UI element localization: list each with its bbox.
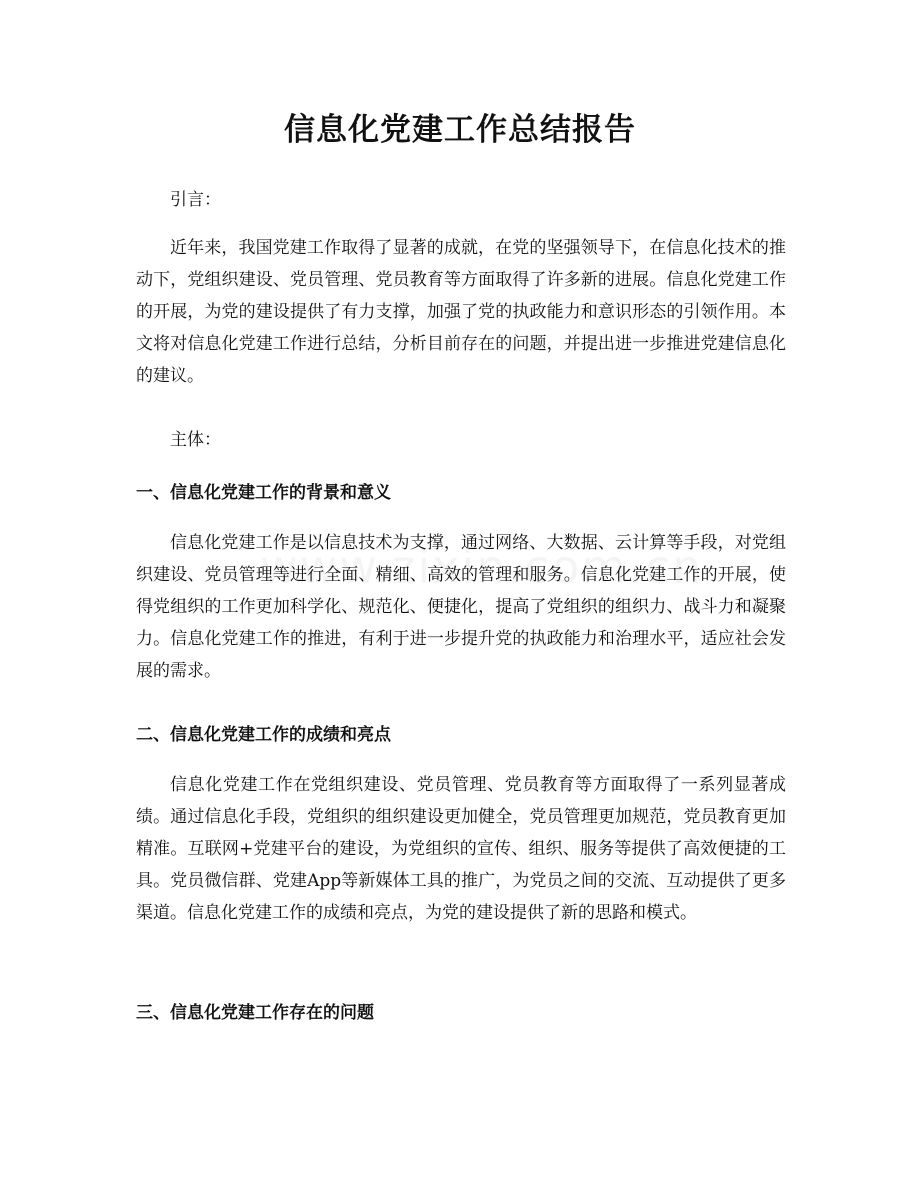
section-paragraph-2: 信息化党建工作在党组织建设、党员管理、党员教育等方面取得了一系列显著成绩。通过信息化手段，党组织的组织建设更加健全，党员管理更加规范，党员教育更加精准。互联网+党建平台的建设，为党组织的宣传、组织、服务等提供了高效便捷的工具。党员微信群、党建App等新媒体工具的推广，为党员之间的交流、互动提供了更多渠道。信息化党建工作的成绩和亮点，为党的建设提供了新的思路和模式。 [136, 775, 786, 923]
section-heading-3: 三、信息化党建工作存在的问题 [136, 1003, 374, 1023]
section-heading-2: 二、信息化党建工作的成绩和亮点 [136, 725, 391, 745]
section-heading-1: 一、信息化党建工作的背景和意义 [136, 483, 391, 503]
intro-paragraph: 近年来，我国党建工作取得了显著的成就，在党的坚强领导下，在信息化技术的推动下，党组织建设、党员管理、党员教育等方面取得了许多新的进展。信息化党建工作的开展，为党的建设提供了有力支撑，加强了党的执政能力和意识形态的引领作用。本文将对信息化党建工作进行总结，分析目前存在的问题，并提出进一步推进党建信息化的建议。 [136, 238, 786, 386]
section-paragraph-1: 信息化党建工作是以信息技术为支撑，通过网络、大数据、云计算等手段，对党组织建设、党员管理等进行全面、精细、高效的管理和服务。信息化党建工作的开展，使得党组织的工作更加科学化、规范化、便捷化，提高了党组织的组织力、战斗力和凝聚力。信息化党建工作的推进，有利于进一步提升党的执政能力和治理水平，适应社会发展的需求。 [136, 533, 786, 681]
document-title: 信息化党建工作总结报告 [284, 112, 636, 148]
intro-label: 引言： [170, 190, 221, 210]
main-label: 主体： [170, 430, 221, 450]
